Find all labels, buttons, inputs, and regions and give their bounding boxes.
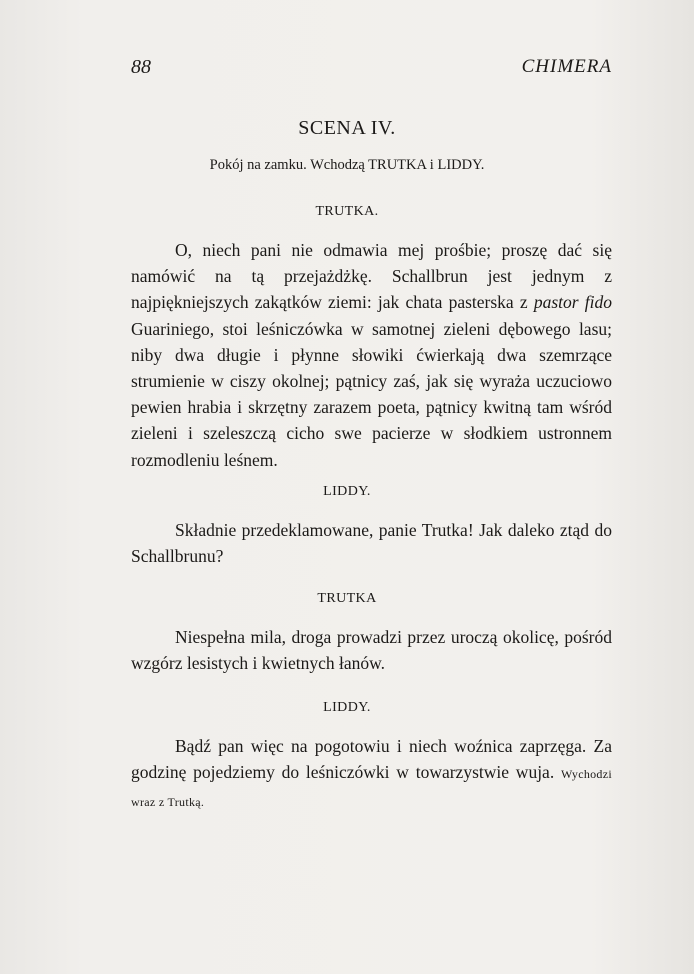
speaker-name: LIDDY. bbox=[323, 700, 371, 715]
speech-paragraph bbox=[131, 624, 612, 676]
speaker-name: TRUTKA bbox=[317, 591, 377, 606]
stage-direction: Pokój na zamku. Wchodzą TRUTKA i LIDDY. bbox=[209, 157, 485, 173]
running-header bbox=[131, 56, 612, 86]
speaker-name: LIDDY. bbox=[323, 484, 371, 499]
speech-text: Bądź pan więc na pogotowiu i niech woźnica zaprzęga. Za godzinę pojedziemy do leśniczówki w towarzystwie wuja. bbox=[131, 736, 612, 783]
speech-text: Składnie przedeklamowane, panie Trutka! Jak daleko ztąd do Schallbrunu? bbox=[131, 520, 612, 567]
speech-text: Niespełna mila, droga prowadzi przez uroczą okolicę, pośród wzgórz lesistych i kwietnych łanów. bbox=[131, 627, 612, 674]
speech-paragraph bbox=[131, 733, 612, 816]
speech-paragraph bbox=[131, 517, 612, 569]
page-number: 88 bbox=[131, 56, 151, 78]
speech-text: Guariniego, stoi leśniczówka w samotnej zieleni dębowego lasu; niby dwa długie i płynne słowiki ćwierkają dwa szemrzące strumienie w ciszy okolnej; pątnicy zaś, jak się wyraża uczuciowo pewien hrabia i skrzętny zarazem poeta, pątnicy kwitną tam wśród zieleni i szeleszczą cicho swe pacierze w słodkiem ustronnem rozmodleniu leśnem. bbox=[131, 318, 612, 470]
exit-stage-direction: Wychodzi wraz z Trutką. bbox=[131, 767, 612, 810]
running-title: CHIMERA bbox=[521, 56, 612, 77]
speaker-name: TRUTKA. bbox=[315, 204, 379, 219]
speech-paragraph bbox=[131, 237, 612, 473]
speech-italic-title: pastor fido bbox=[533, 292, 612, 313]
scene-title: SCENA IV. bbox=[298, 117, 396, 139]
speech-text: O, niech pani nie odmawia mej prośbie; proszę dać się namówić na tą przejażdżkę. Schallbrun jest jednym z najpiękniejszych zakątków ziemi: jak chata pasterska z bbox=[131, 240, 612, 313]
